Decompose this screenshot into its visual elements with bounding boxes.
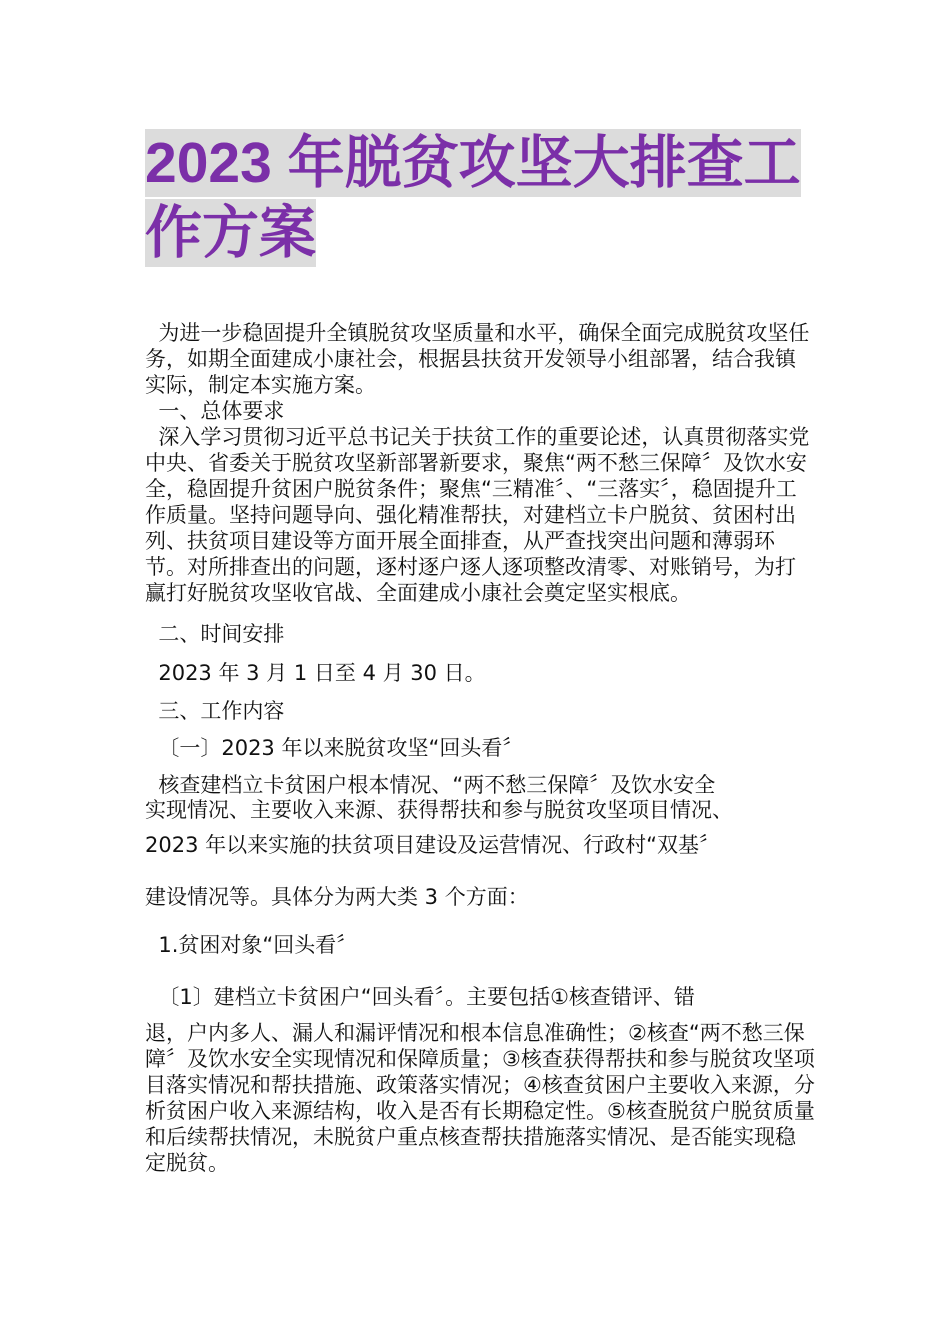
intro-paragraph: 为进一步稳固提升全镇脱贫攻坚质量和水平，确保全面完成脱贫攻坚任务，如期全面建成小康社会，根据县扶贫开发领导小组部署，结合我镇实际，制定本实施方案。	[145, 321, 810, 397]
subsection-heading-review: 〔一〕2023 年以来脱贫攻坚“回头看〞	[145, 736, 524, 760]
item-sub-heading-line-1: 〔1〕建档立卡贫困户“回头看〞。主要包括①核查错评、错	[145, 985, 695, 1009]
section-heading-general-requirements: 一、总体要求	[145, 399, 285, 423]
section-heading-schedule: 二、时间安排	[145, 622, 285, 646]
document-title-text: 2023 年脱贫攻坚大排查工作方案	[145, 131, 801, 265]
review-paragraph-line-4: 建设情况等。具体分为两大类 3 个方面：	[145, 885, 529, 909]
item-heading-poverty-targets: 1.贫困对象“回头看〞	[145, 933, 358, 957]
schedule-paragraph: 2023 年 3 月 1 日至 4 月 30 日。	[145, 661, 486, 685]
review-paragraph-line-1: 核查建档立卡贫困户根本情况、“两不愁三保障〞及饮水安全	[145, 773, 716, 797]
section-heading-work-content: 三、工作内容	[145, 699, 285, 723]
general-requirements-paragraph: 深入学习贯彻习近平总书记关于扶贫工作的重要论述，认真贯彻落实党中央、省委关于脱贫攻坚新部署新要求，聚焦“两不愁三保障〞及饮水安全，稳固提升贫困户脱贫条件；聚焦“三精准〞、“三落实〞，稳固提升工作质量。坚持问题导向、强化精准帮扶，对建档立卡户脱贫、贫困村出列、扶贫项目建设等方面开展全面排查，从严查找突出问题和薄弱环节。对所排查出的问题，逐村逐户逐人逐项整改清零、对账销号，为打赢打好脱贫攻坚收官战、全面建成小康社会奠定坚实根底。	[145, 425, 810, 605]
item-sub-paragraph: 退，户内多人、漏人和漏评情况和根本信息准确性；②核查“两不愁三保障〞及饮水安全实现情况和保障质量；③核查获得帮扶和参与脱贫攻坚项目落实情况和帮扶措施、政策落实情况；④核查贫困户主要收入来源，分析贫困户收入来源结构，收入是否有长期稳定性。⑤核查脱贫户脱贫质量和后续帮扶情况，未脱贫户重点核查帮扶措施落实情况、是否能实现稳定脱贫。	[145, 1021, 815, 1175]
review-paragraph-line-2: 实现情况、主要收入来源、获得帮扶和参与脱贫攻坚项目情况、	[145, 798, 733, 822]
review-paragraph-line-3: 2023 年以来实施的扶贫项目建设及运营情况、行政村“双基〞	[145, 833, 720, 857]
document-title	[145, 128, 815, 268]
